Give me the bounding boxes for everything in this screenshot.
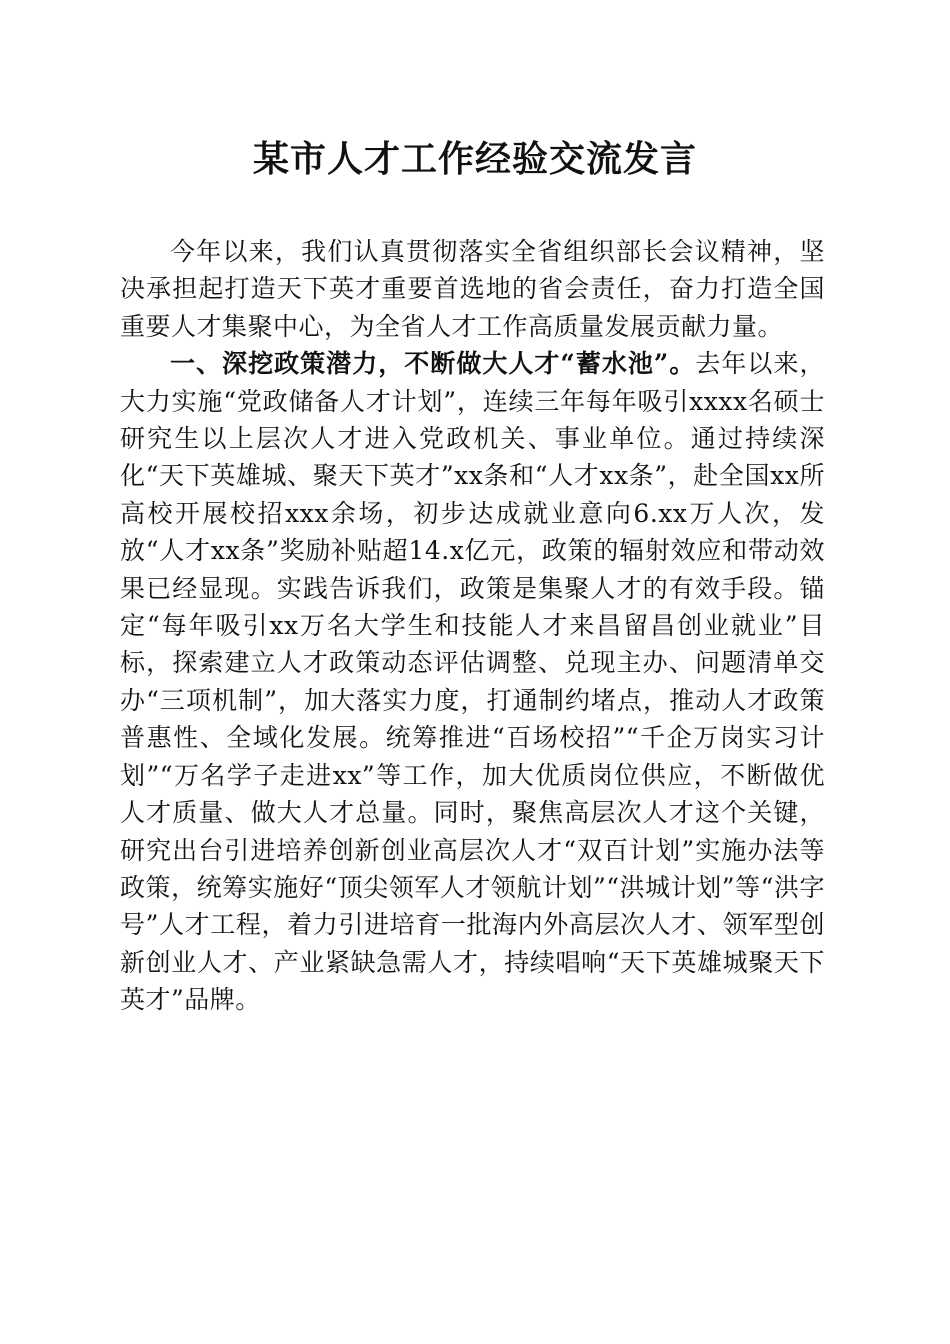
section-1-heading: 一、深挖政策潜力，不断做大人才“蓄水池”。 (170, 349, 696, 379)
intro-paragraph-text: 今年以来，我们认真贯彻落实全省组织部长会议精神，坚决承担起打造天下英才重要首选地的省会责任，奋力打造全国重要人才集聚中心，为全省人才工作高质量发展贡献力量。 (120, 237, 825, 341)
intro-paragraph (120, 233, 825, 345)
document-body (120, 233, 825, 1019)
section-1-text: 去年以来，大力实施“党政储备人才计划”，连续三年每年吸引xxxx名硕士研究生以上层次人才进入党政机关、事业单位。通过持续深化“天下英雄城、聚天下英才”xx条和“人才xx条”，赴全国xx所高校开展校招xxx余场，初步达成就业意向6.xx万人次，发放“人才xx条”奖励补贴超14.x亿元，政策的辐射效应和带动效果已经显现。实践告诉我们，政策是集聚人才的有效手段。锚定“每年吸引xx万名大学生和技能人才来昌留昌创业就业”目标，探索建立人才政策动态评估调整、兑现主办、问题清单交办“三项机制”，加大落实力度，打通制约堵点，推动人才政策普惠性、全域化发展。统筹推进“百场校招”“千企万岗实习计划”“万名学子走进xx”等工作，加大优质岗位供应，不断做优人才质量、做大人才总量。同时，聚焦高层次人才这个关键，研究出台引进培养创新创业高层次人才“双百计划”实施办法等政策，统筹实施好“顶尖领军人才领航计划”“洪城计划”等“洪字号”人才工程，着力引进培育一批海内外高层次人才、领军型创新创业人才、产业紧缺急需人才，持续唱响“天下英雄城聚天下英才”品牌。 (120, 349, 825, 1015)
section-1-paragraph (120, 345, 825, 1018)
document-title: 某市人才工作经验交流发言 (252, 138, 697, 180)
